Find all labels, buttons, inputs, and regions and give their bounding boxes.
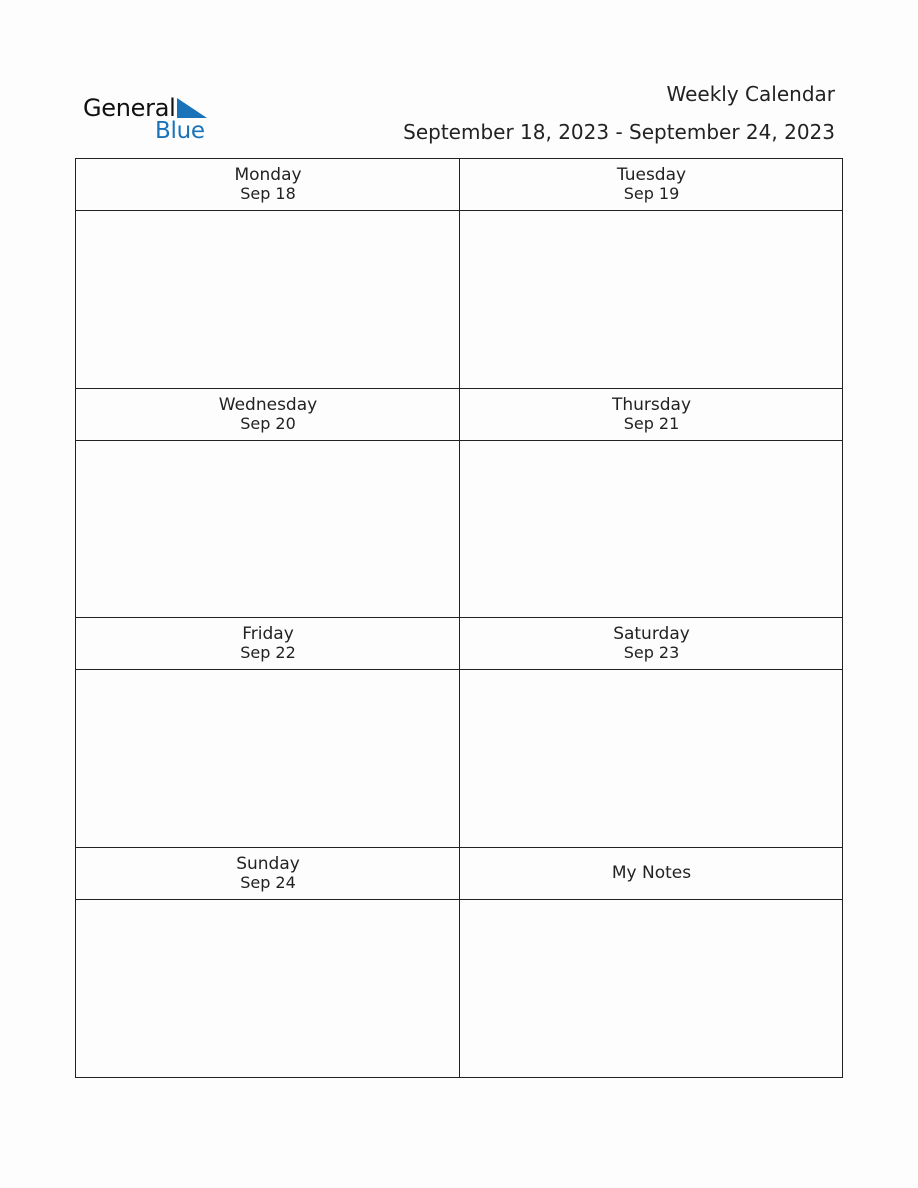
day-header: [76, 389, 460, 441]
page-title: Weekly Calendar: [666, 82, 835, 106]
day-header: [460, 389, 843, 441]
date-range: September 18, 2023 - September 24, 2023: [403, 120, 835, 144]
day-date: Sep 21: [623, 414, 680, 434]
day-name: Thursday: [611, 395, 692, 416]
day-cell-thursday: [459, 388, 843, 618]
day-cell-tuesday: [459, 159, 843, 389]
day-name: Sunday: [236, 854, 300, 875]
day-header: [76, 848, 460, 900]
notes-writing-area: [460, 900, 843, 1077]
logo-word-blue: Blue: [155, 118, 205, 144]
day-writing-area: [460, 441, 843, 618]
day-date: Sep 23: [623, 643, 680, 663]
logo-word-general: General: [83, 94, 176, 122]
day-name: Saturday: [613, 624, 690, 645]
day-name: Wednesday: [218, 395, 318, 416]
logo: [83, 94, 223, 146]
day-date: Sep 24: [240, 873, 296, 893]
notes-label: My Notes: [611, 862, 692, 883]
day-cell-friday: [76, 617, 460, 847]
day-writing-area: [460, 211, 843, 388]
notes-header: [460, 848, 843, 900]
day-name: Tuesday: [616, 165, 687, 186]
day-writing-area: [460, 670, 843, 847]
day-name: Monday: [234, 165, 302, 186]
day-writing-area: [76, 900, 460, 1077]
day-cell-wednesday: [76, 388, 460, 618]
weekly-calendar-grid: [75, 158, 843, 1078]
logo-triangle-icon: [177, 98, 207, 118]
day-header: [76, 159, 460, 211]
day-date: Sep 20: [240, 414, 296, 434]
day-name: Friday: [242, 624, 294, 645]
day-cell-monday: [76, 159, 460, 389]
day-date: Sep 19: [623, 184, 680, 204]
day-date: Sep 22: [240, 643, 296, 663]
notes-cell: [459, 847, 843, 1077]
day-writing-area: [76, 441, 460, 618]
day-cell-sunday: [76, 847, 460, 1077]
day-header: [76, 618, 460, 670]
day-header: [460, 159, 843, 211]
day-cell-saturday: [459, 617, 843, 847]
day-writing-area: [76, 670, 460, 847]
day-header: [460, 618, 843, 670]
day-date: Sep 18: [240, 184, 296, 204]
day-writing-area: [76, 211, 460, 388]
